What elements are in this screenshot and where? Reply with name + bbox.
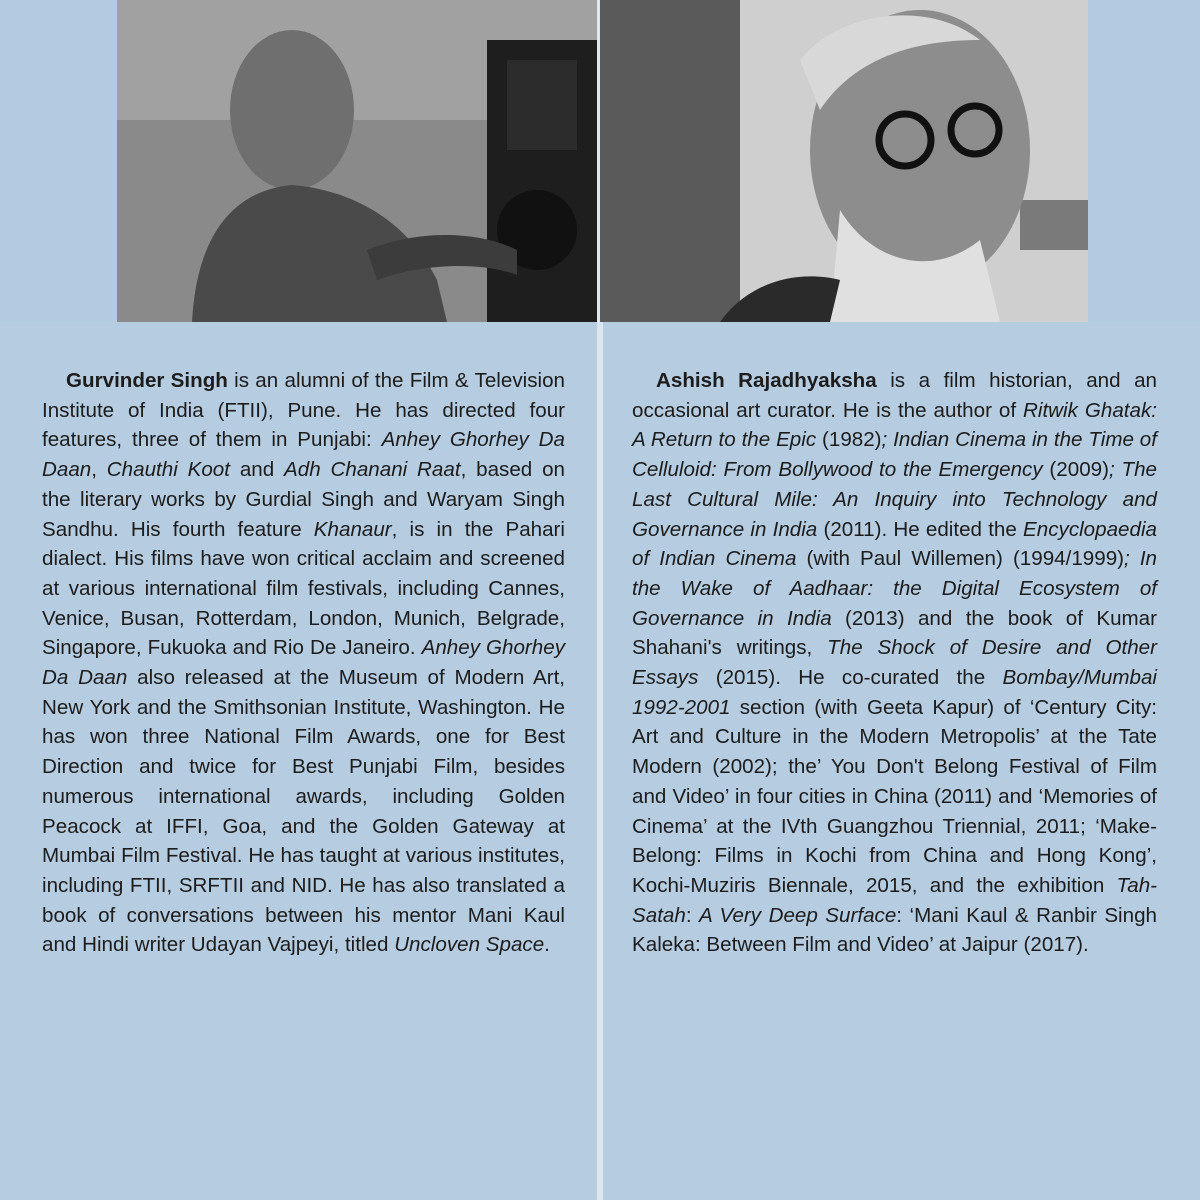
ashish-rajadhyaksha-bio: Ashish Rajadhyaksha is a film historian, and an occasional art curator. He is the author of Ritwik Ghatak: A Return to the Epic (1982); Indian Cinema in the Time of Celluloid: From Bollywood to the Emergency (2009); The Last Cultural Mile: An Inquiry into Technology and Governance in India (2011). He edited the Encyclopaedia of Indian Cinema (with Paul Willemen) (1994/1999); In the Wake of Aadhaar: the Digital Ecosystem of Governance in India (2013) and the book of Kumar Shahani's writings, The Shock of Desire and Other Essays (2015). He co-curated the Bombay/Mumbai 1992-2001 section (with Geeta Kapur) of ‘Century City: Art and Culture in the Modern Metropolis’ at the Tate Modern (2002); the’ You Don't Belong Festival of Film and Video’ in four cities in China (2011) and ‘Memories of Cinema’ at the IVth Guangzhou Triennial, 2011; ‘Make-Belong: Films in Kochi from China and Hong Kong’, Kochi-Muziris Biennale, 2015, and the exhibition Tah-Satah: A Very Deep Surface: ‘Mani Kaul & Ranbir Singh Kaleka: Between Film and Video’ at Jaipur (2017). bbox=[632, 369, 1157, 957]
ashish-rajadhyaksha-photo bbox=[600, 0, 1088, 322]
bio-name: Gurvinder Singh bbox=[66, 369, 228, 392]
gurvinder-singh-bio: Gurvinder Singh is an alumni of the Film & Television Institute of India (FTII), Pune. He has directed four features, three of them in Punjabi: Anhey Ghorhey Da Daan, Chauthi Koot and Adh Chanani Raat, based on the literary works by Gurdial Singh and Waryam Singh Sandhu. His fourth feature Khanaur, is in the Pahari dialect. His films have won critical acclaim and screened at various international film festivals, including Cannes, Venice, Busan, Rotterdam, London, Munich, Belgrade, Singapore, Fukuoka and Rio De Janeiro. Anhey Ghorhey Da Daan also released at the Museum of Modern Art, New York and the Smithsonian Institute, Washington. He has won three National Film Awards, one for Best Direction and twice for Best Punjabi Film, besides numerous international awards, including Golden Peacock at IFFI, Goa, and the Golden Gateway at Mumbai Film Festival. He has taught at various institutes, including FTII, SRFTII and NID. He has also translated a book of conversations between his mentor Mani Kaul and Hindi writer Udayan Vajpeyi, titled Uncloven Space. bbox=[42, 369, 566, 957]
bio-name: Ashish Rajadhyaksha bbox=[656, 369, 877, 392]
portrait-with-glasses-icon bbox=[600, 0, 1088, 322]
gurvinder-singh-photo bbox=[117, 0, 600, 322]
portrait-with-camera-icon bbox=[117, 0, 600, 322]
